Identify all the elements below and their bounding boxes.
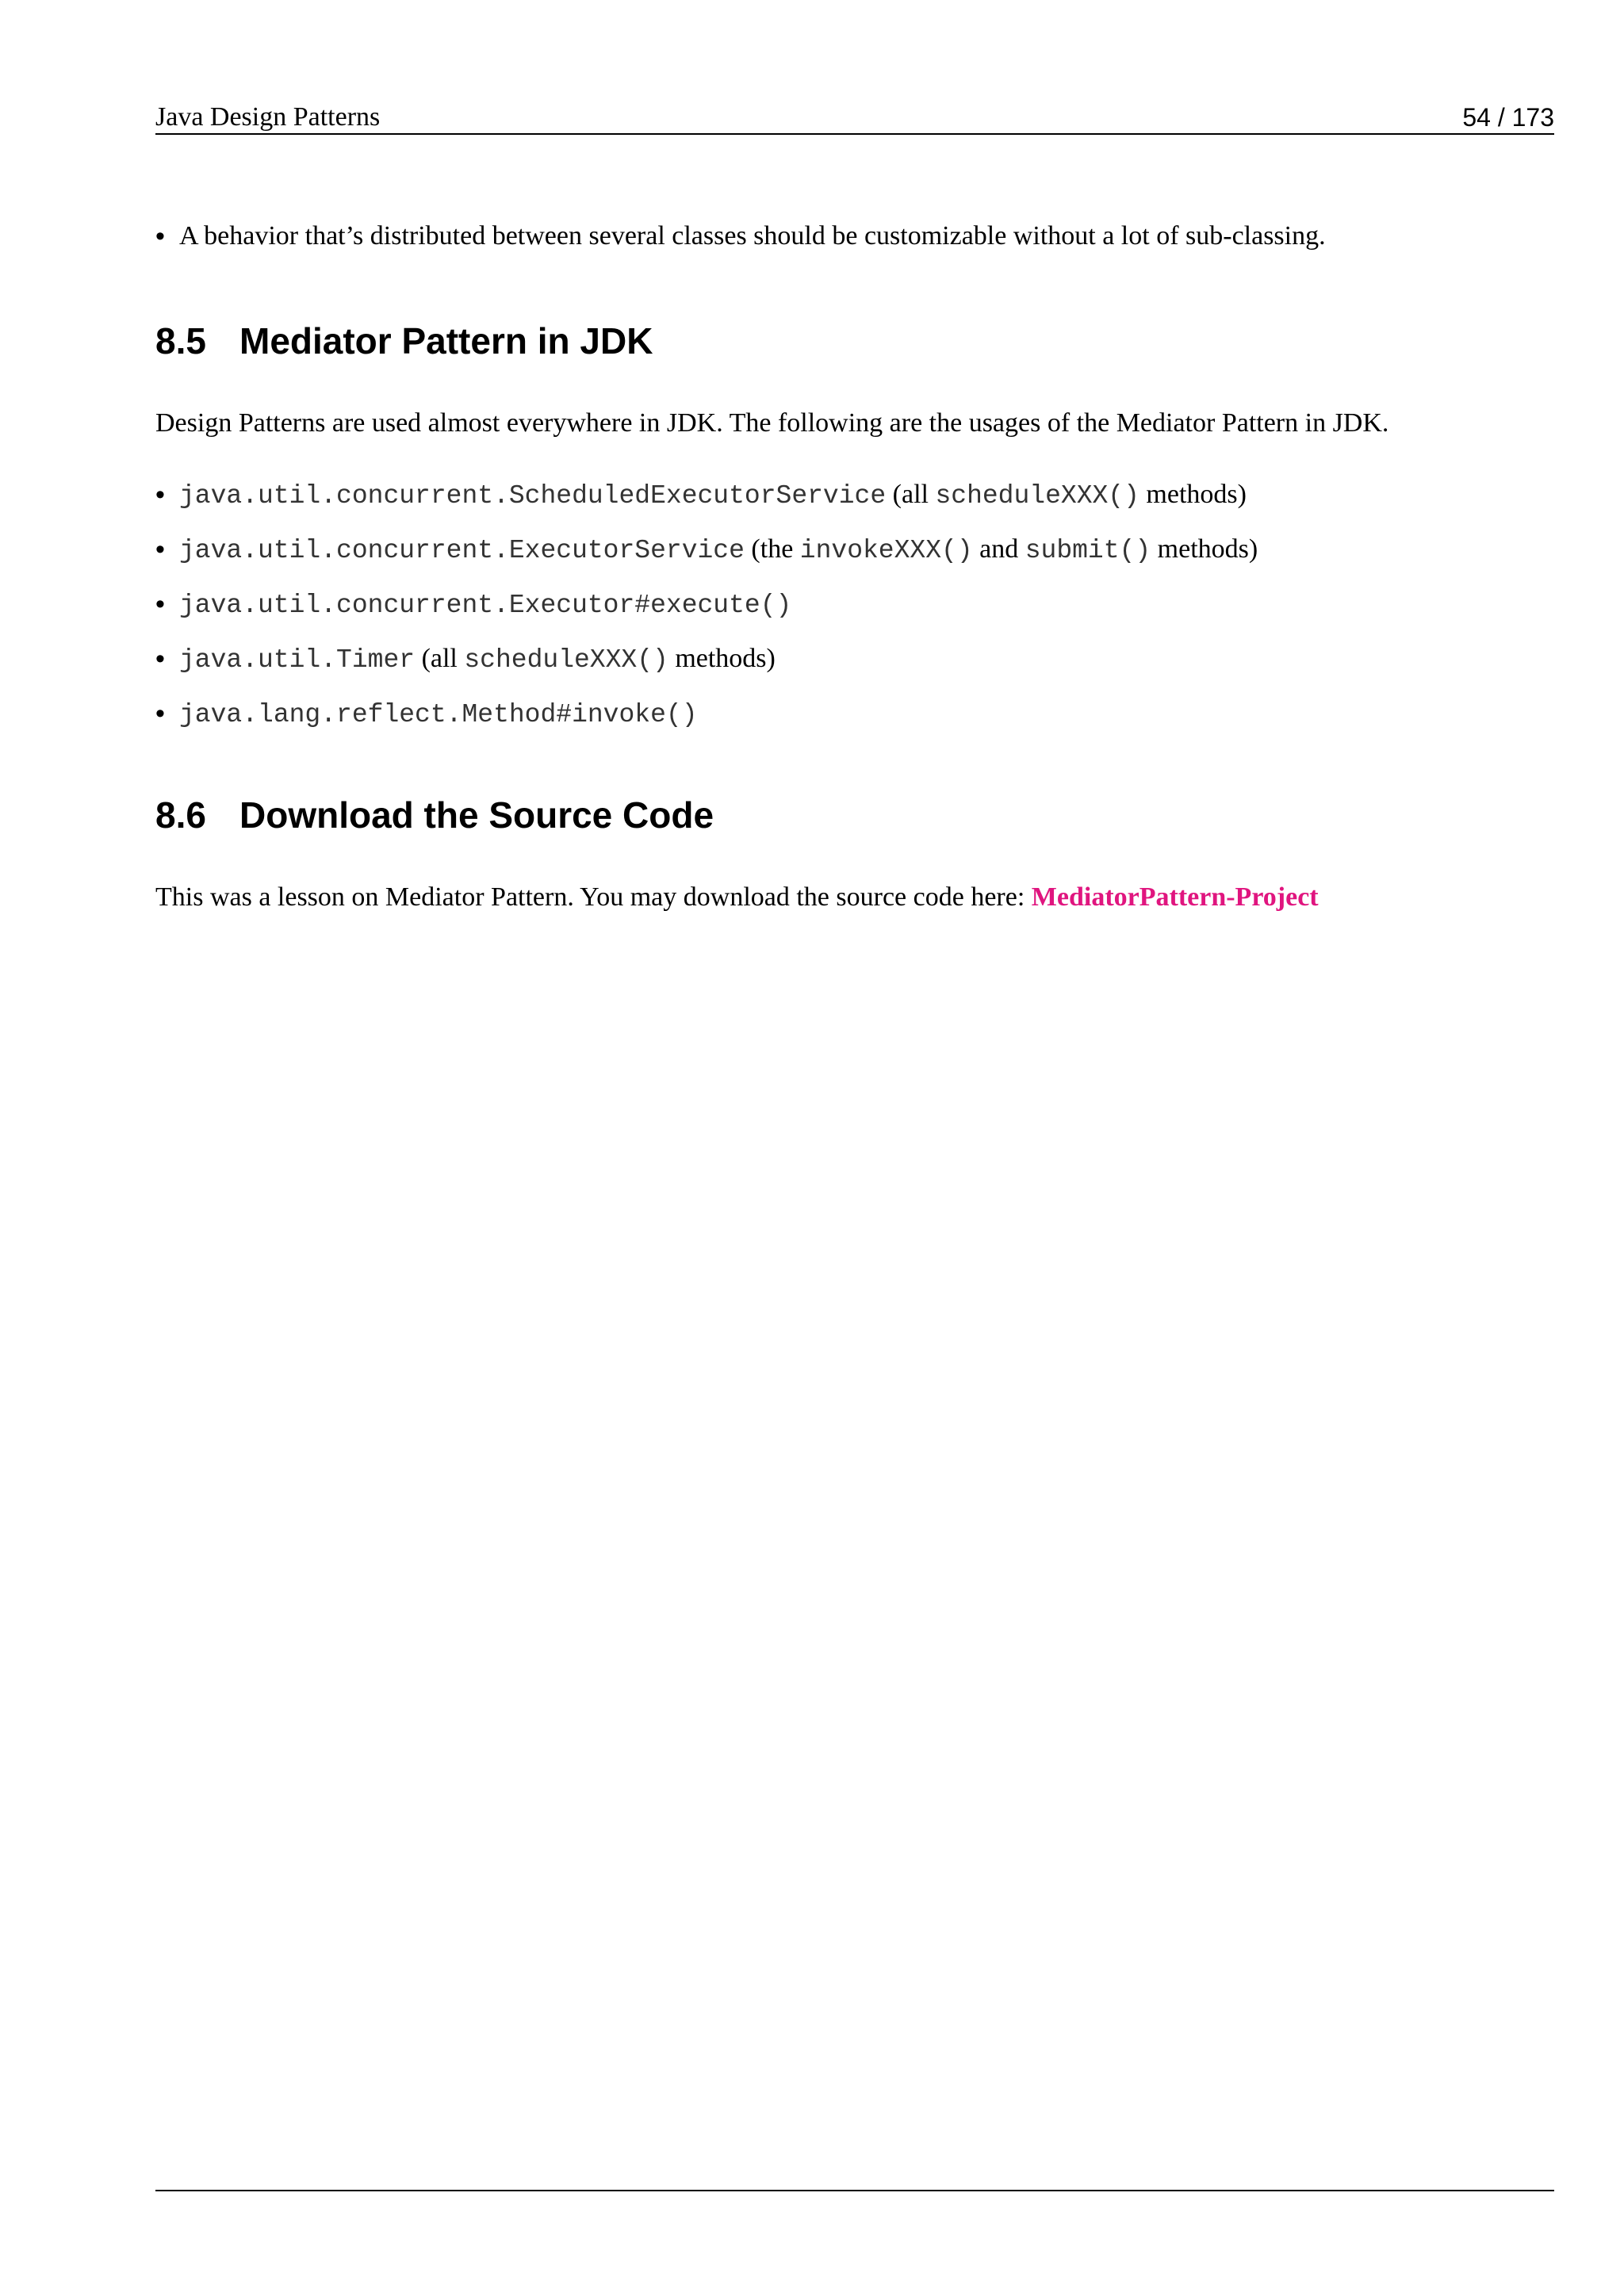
section-heading-8-5 xyxy=(155,319,653,363)
bullet-icon: • xyxy=(155,534,165,564)
section-title: Mediator Pattern in JDK xyxy=(239,320,653,362)
list-item xyxy=(155,698,1554,752)
code-method-name: invokeXXX() xyxy=(799,536,973,565)
list-item xyxy=(155,220,1554,252)
download-link[interactable]: MediatorPattern-Project xyxy=(1031,882,1319,912)
bullet-icon: • xyxy=(155,480,165,510)
section-number: 8.6 xyxy=(155,794,206,836)
code-class-name: java.util.concurrent.ScheduledExecutorService xyxy=(179,481,887,511)
code-class-name: java.util.Timer xyxy=(179,645,416,675)
list-item-text: methods) xyxy=(1151,534,1258,564)
list-item-text: (the xyxy=(744,534,800,564)
bullet-icon: • xyxy=(155,644,165,674)
section-title: Download the Source Code xyxy=(239,794,714,836)
code-class-name: java.util.concurrent.Executor#execute() xyxy=(179,591,792,620)
list-item xyxy=(155,588,1554,643)
list-item-text: (all xyxy=(415,644,465,673)
intro-bullet-list xyxy=(155,220,1554,252)
section-paragraph: Design Patterns are used almost everywhere in JDK. The following are the usages of the Mediator Pattern in JDK. xyxy=(155,408,1389,438)
list-item xyxy=(155,479,1554,534)
section-heading-8-6 xyxy=(155,793,714,837)
running-header xyxy=(155,95,1554,135)
document-page xyxy=(155,0,1554,2296)
code-method-name: scheduleXXX() xyxy=(935,481,1139,511)
list-item-text: (all xyxy=(886,480,936,509)
paragraph-text: This was a lesson on Mediator Pattern. You may download the source code here: xyxy=(155,882,1032,912)
bullet-icon: • xyxy=(155,221,165,251)
header-title: Java Design Patterns xyxy=(155,102,381,132)
list-item-text: methods) xyxy=(1139,480,1247,509)
bullet-icon: • xyxy=(155,589,165,619)
jdk-usage-list xyxy=(155,479,1554,752)
code-class-name: java.lang.reflect.Method#invoke() xyxy=(179,700,698,729)
list-item xyxy=(155,534,1554,588)
bullet-icon: • xyxy=(155,698,165,729)
section-number: 8.5 xyxy=(155,320,206,362)
list-item-text: methods) xyxy=(668,644,776,673)
page-number: 54 / 173 xyxy=(1462,103,1554,132)
list-item-text: A behavior that’s distributed between several classes should be customizable without a lot of sub-classing. xyxy=(179,221,1326,251)
code-method-name: submit() xyxy=(1025,536,1151,565)
code-method-name: scheduleXXX() xyxy=(464,645,668,675)
footer-rule xyxy=(155,2190,1554,2191)
list-item-text: and xyxy=(972,534,1025,564)
section-paragraph xyxy=(155,882,1319,913)
code-class-name: java.util.concurrent.ExecutorService xyxy=(179,536,745,565)
list-item xyxy=(155,643,1554,698)
